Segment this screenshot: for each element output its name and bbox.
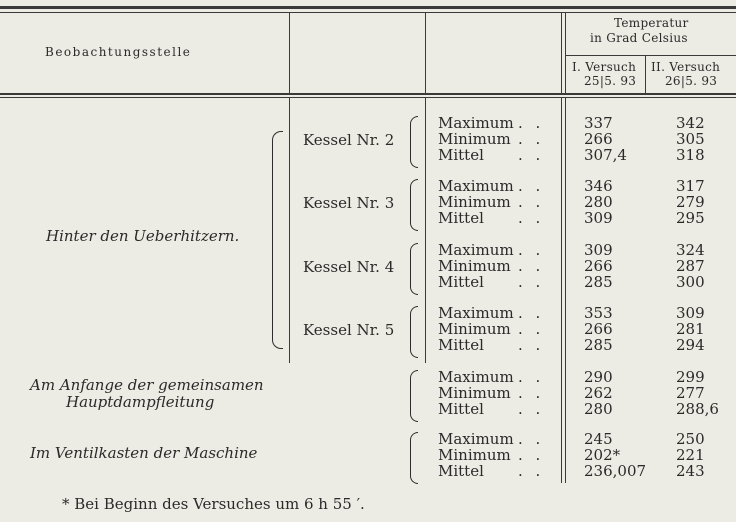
header-temp-line1: Temperatur	[614, 16, 689, 30]
boiler-name: Kessel Nr. 2	[303, 131, 395, 149]
value-trial2: 277	[676, 384, 705, 402]
row-label: Maximum	[438, 430, 514, 448]
row-label: Minimum	[438, 193, 511, 211]
header-station-label: Beobachtungsstelle	[45, 45, 192, 59]
header-temp-line2: in Grad Celsius	[590, 31, 688, 45]
row-dots: . .	[518, 273, 545, 291]
footnote: * Bei Beginn des Versuches um 6 h 55 ′.	[62, 495, 365, 513]
value-trial1: 285	[584, 273, 613, 291]
row-dots: . .	[518, 446, 545, 464]
brace-superheaters	[272, 131, 283, 349]
row-dots: . .	[518, 193, 545, 211]
row-label: Minimum	[438, 446, 511, 464]
value-trial1: 280	[584, 400, 613, 418]
row-dots: . .	[518, 462, 545, 480]
header-bottom-rule-1	[0, 93, 736, 95]
brace-main-steam-line	[410, 370, 418, 422]
value-trial2: 305	[676, 130, 705, 148]
location-main-steam-line-1: Am Anfange der gemeinsamen	[30, 376, 264, 394]
value-trial1: 346	[584, 177, 613, 195]
row-label: Minimum	[438, 130, 511, 148]
row-dots: . .	[518, 368, 545, 386]
row-label: Maximum	[438, 177, 514, 195]
value-trial2: 342	[676, 114, 705, 132]
row-label: Mittel	[438, 273, 484, 291]
brace-boiler-2	[410, 116, 418, 168]
row-label: Minimum	[438, 257, 511, 275]
value-trial1: 290	[584, 368, 613, 386]
row-dots: . .	[518, 209, 545, 227]
row-dots: . .	[518, 257, 545, 275]
brace-boiler-3	[410, 179, 418, 231]
row-label: Maximum	[438, 368, 514, 386]
row-label: Maximum	[438, 241, 514, 259]
row-dots: . .	[518, 430, 545, 448]
value-trial1: 266	[584, 320, 613, 338]
value-trial1: 280	[584, 193, 613, 211]
brace-valve-chest	[410, 432, 418, 484]
value-trial1: 353	[584, 304, 613, 322]
col-divider-2	[425, 13, 426, 93]
body-divider-3a	[561, 98, 562, 483]
value-trial2: 287	[676, 257, 705, 275]
header-subrule	[565, 55, 736, 56]
brace-boiler-5	[410, 306, 418, 358]
value-trial2: 221	[676, 446, 705, 464]
row-label: Maximum	[438, 304, 514, 322]
row-label: Minimum	[438, 320, 511, 338]
value-trial1: 309	[584, 209, 613, 227]
value-trial1: 337	[584, 114, 613, 132]
value-trial2: 309	[676, 304, 705, 322]
value-trial1: 262	[584, 384, 613, 402]
value-trial2: 281	[676, 320, 705, 338]
value-trial2: 295	[676, 209, 705, 227]
location-valve-chest: Im Ventilkasten der Maschine	[30, 444, 258, 462]
value-trial2: 250	[676, 430, 705, 448]
value-trial1: 202*	[584, 446, 621, 464]
boiler-name: Kessel Nr. 3	[303, 194, 395, 212]
value-trial1: 307,4	[584, 146, 627, 164]
row-label: Mittel	[438, 146, 484, 164]
body-divider-3b	[565, 98, 566, 483]
row-dots: . .	[518, 384, 545, 402]
row-label: Mittel	[438, 336, 484, 354]
value-trial1: 245	[584, 430, 613, 448]
row-dots: . .	[518, 320, 545, 338]
row-dots: . .	[518, 130, 545, 148]
row-dots: . .	[518, 400, 545, 418]
body-divider-1	[289, 98, 290, 363]
top-rule-thick	[0, 6, 736, 9]
row-label: Mittel	[438, 400, 484, 418]
col-divider-3a	[561, 13, 562, 93]
row-dots: . .	[518, 177, 545, 195]
header-trial1-date: 25|5. 93	[584, 74, 637, 88]
boiler-name: Kessel Nr. 4	[303, 258, 395, 276]
value-trial2: 299	[676, 368, 705, 386]
row-label: Maximum	[438, 114, 514, 132]
row-dots: . .	[518, 304, 545, 322]
value-trial1: 309	[584, 241, 613, 259]
row-label: Minimum	[438, 384, 511, 402]
value-trial2: 243	[676, 462, 705, 480]
row-dots: . .	[518, 146, 545, 164]
value-trial2: 300	[676, 273, 705, 291]
row-label: Mittel	[438, 209, 484, 227]
value-trial2: 318	[676, 146, 705, 164]
top-rule-thin	[0, 12, 736, 13]
value-trial1: 266	[584, 257, 613, 275]
row-dots: . .	[518, 336, 545, 354]
value-trial2: 317	[676, 177, 705, 195]
value-trial1: 266	[584, 130, 613, 148]
value-trial2: 279	[676, 193, 705, 211]
value-trial1: 236,007	[584, 462, 647, 480]
value-trial1: 285	[584, 336, 613, 354]
location-main-steam-line-2: Hauptdampfleitung	[66, 393, 215, 411]
brace-boiler-4	[410, 243, 418, 295]
value-trial2: 294	[676, 336, 705, 354]
header-trial2-label: II. Versuch	[651, 60, 721, 74]
col-divider-1	[289, 13, 290, 93]
row-dots: . .	[518, 114, 545, 132]
value-trial2: 324	[676, 241, 705, 259]
body-divider-2	[425, 98, 426, 363]
boiler-name: Kessel Nr. 5	[303, 321, 395, 339]
header-bottom-rule-2	[0, 97, 736, 98]
row-dots: . .	[518, 241, 545, 259]
row-label: Mittel	[438, 462, 484, 480]
header-trial1-label: I. Versuch	[572, 60, 637, 74]
col-divider-3b	[565, 13, 566, 93]
header-trial2-date: 26|5. 93	[665, 74, 718, 88]
col-divider-4	[645, 55, 646, 93]
location-superheaters: Hinter den Ueberhitzern.	[46, 227, 240, 245]
value-trial2: 288,6	[676, 400, 719, 418]
